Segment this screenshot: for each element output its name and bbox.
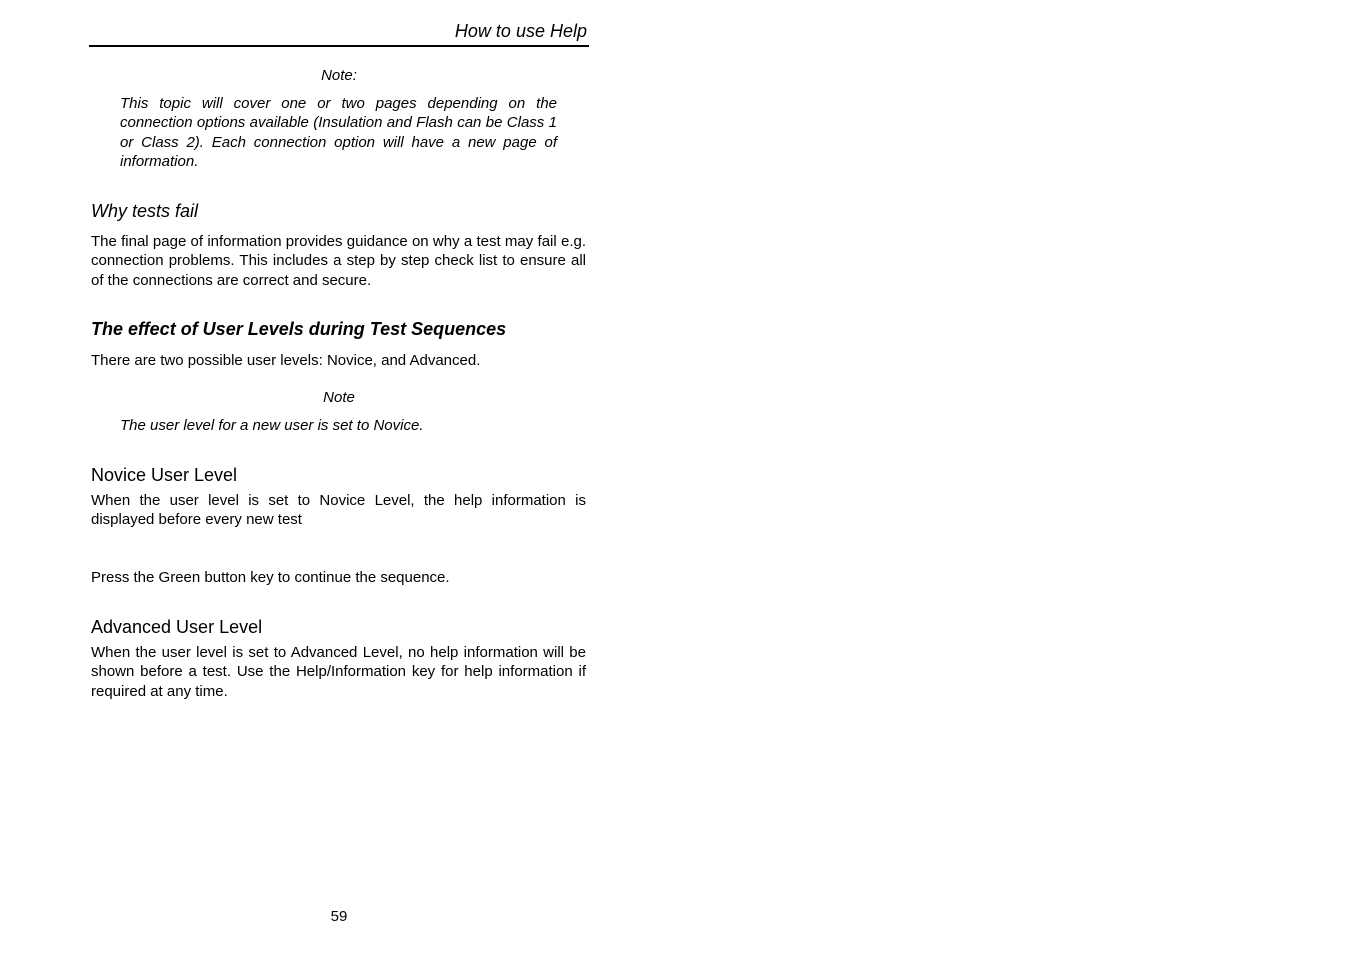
- user-levels-heading: The effect of User Levels during Test Sequences: [91, 319, 507, 339]
- user-levels-text: There are two possible user levels: Novice, and Advanced.: [91, 352, 481, 369]
- novice-user-level-heading: Novice User Level: [91, 465, 238, 485]
- note-label: Note:: [321, 67, 357, 84]
- advanced-user-level-text: When the user level is set to Advanced Level, no help information will be shown before a test. Use the Help/Information key for help information if required at any time.: [91, 644, 586, 700]
- novice-user-level-text: When the user level is set to Novice Level, the help information is displayed before every new test: [91, 492, 586, 529]
- why-tests-fail-heading: Why tests fail: [91, 201, 199, 221]
- press-green-button-text: Press the Green button key to continue the sequence.: [91, 569, 450, 586]
- document-page: [89, 18, 589, 938]
- why-tests-fail-text: The final page of information provides guidance on why a test may fail e.g. connection problems. This includes a step by step check list to ensure all of the connections are correct and secure.: [91, 233, 586, 289]
- running-header-title: How to use Help: [454, 21, 587, 41]
- page-number: 59: [330, 908, 348, 925]
- note-text: The user level for a new user is set to Novice.: [120, 417, 424, 434]
- header-rule: [89, 45, 589, 47]
- note-text: This topic will cover one or two pages depending on the connection options available (Insulation and Flash can be Class 1 or Class 2). Each connection option will have a new page of information.: [120, 95, 557, 170]
- note-label: Note: [323, 389, 355, 406]
- advanced-user-level-heading: Advanced User Level: [91, 617, 263, 637]
